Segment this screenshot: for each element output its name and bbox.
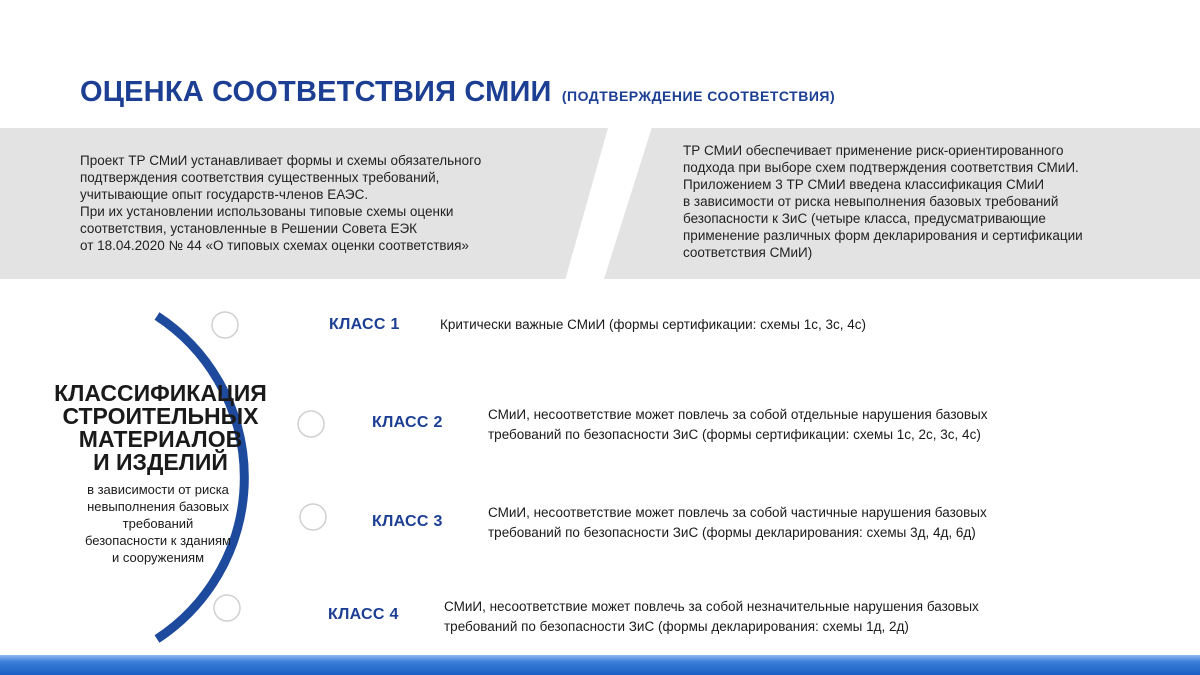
- info-text-right: ТР СМиИ обеспечивает применение риск-ориентированного подхода при выборе схем подтверждения соответствия СМиИ. Приложением 3 ТР СМиИ введена классификация СМиИ в зависимости от риска невыполнения базовых требований безопасности к ЗиС (четыре класса, предусматривающие применение различных форм декларирования и сертификации соответствия СМиИ): [683, 143, 1083, 260]
- class-4-label: КЛАСС 4: [328, 606, 399, 623]
- footer-bar: [0, 655, 1200, 675]
- classification-subtitle: в зависимости от риска невыполнения базовых требований безопасности к зданиям и сооружениям: [84, 482, 231, 565]
- arc-node-4: [214, 595, 240, 621]
- arc-node-3: [300, 504, 326, 530]
- class-2-label: КЛАСС 2: [372, 414, 443, 431]
- class-3-description: СМиИ, несоответствие может повлечь за собой частичные нарушения базовых требований по безопасности ЗиС (формы декларирования: схемы 3д, 4д, 6д): [488, 505, 987, 540]
- class-4-description: СМиИ, несоответствие может повлечь за собой незначительные нарушения базовых требований по безопасности ЗиС (формы декларирования: схемы 1д, 2д): [444, 599, 979, 634]
- arc-node-2: [298, 411, 324, 437]
- class-3-label: КЛАСС 3: [372, 513, 443, 530]
- class-2-description: СМиИ, несоответствие может повлечь за собой отдельные нарушения базовых требований по безопасности ЗиС (формы сертификации: схемы 1с, 2с, 3с, 4с): [488, 407, 988, 442]
- arc-node-1: [212, 312, 238, 338]
- classification-arc: [157, 316, 244, 639]
- classification-title: КЛАССИФИКАЦИЯ СТРОИТЕЛЬНЫХ МАТЕРИАЛОВ И ИЗДЕЛИЙ: [54, 380, 267, 475]
- page-title-main: ОЦЕНКА СООТВЕТСТВИЯ СМИИ: [80, 76, 552, 108]
- class-1-description: Критически важные СМиИ (формы сертификации: схемы 1с, 3с, 4с): [440, 317, 867, 332]
- class-1-label: КЛАСС 1: [329, 316, 400, 333]
- page-subtitle: (ПОДТВЕРЖДЕНИЕ СООТВЕТСТВИЯ): [561, 88, 836, 104]
- info-text-left: Проект ТР СМиИ устанавливает формы и схемы обязательного подтверждения соответствия существенных требований, учитывающие опыт государств-членов ЕАЭС. При их установлении использованы типовые схемы оценки соответствия, установленные в Решении Совета ЕЭК от 18.04.2020 № 44 «О типовых схемах оценки соответствия»: [80, 153, 482, 253]
